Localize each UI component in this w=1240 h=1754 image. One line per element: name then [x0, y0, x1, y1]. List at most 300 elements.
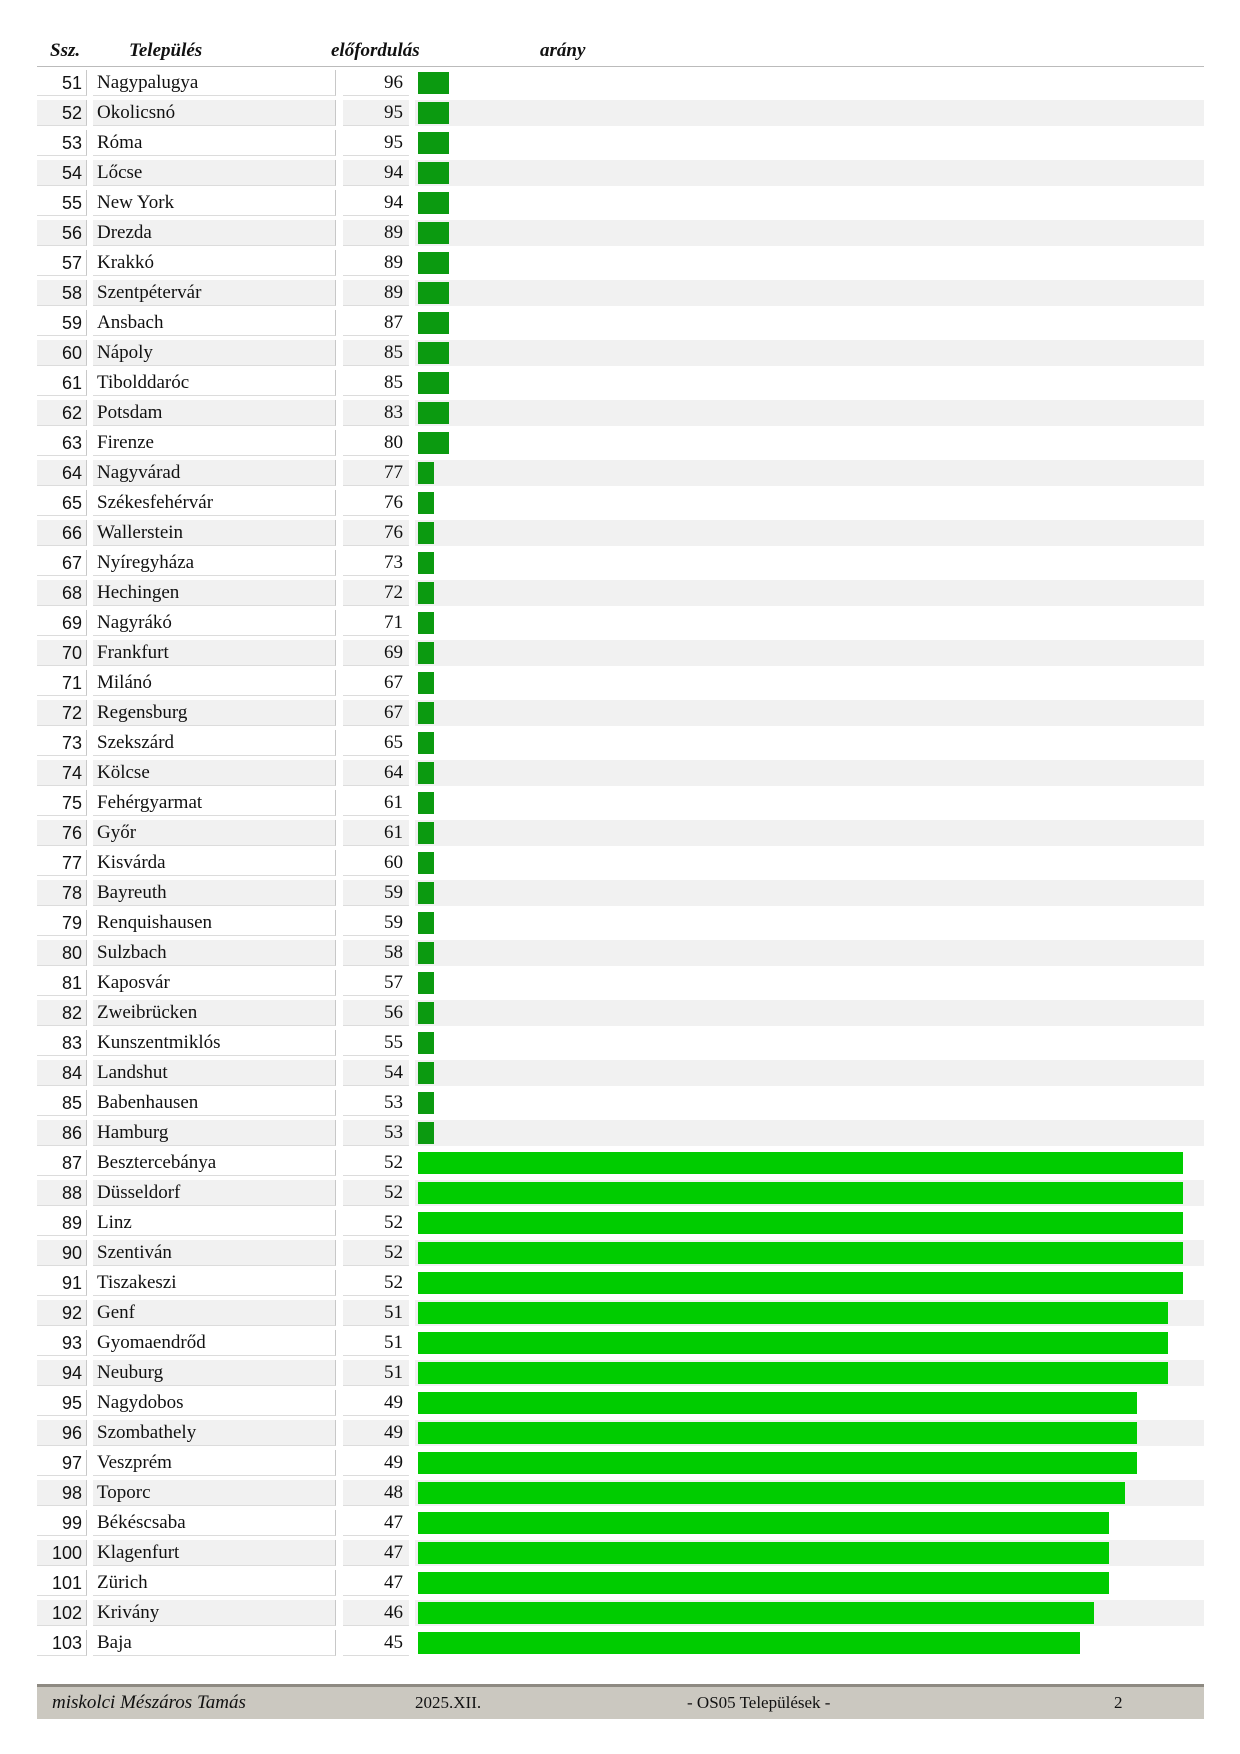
- table-row: [37, 1598, 1204, 1628]
- ratio-bar: [418, 312, 449, 334]
- ratio-bar: [418, 732, 434, 754]
- occurrence-count: 85: [343, 370, 409, 396]
- settlement-name: Hechingen: [93, 580, 336, 606]
- ratio-bar: [418, 1272, 1183, 1294]
- row-stripe: [415, 340, 1204, 366]
- table-row: [37, 248, 1204, 278]
- ratio-bar: [418, 972, 434, 994]
- ratio-bar: [418, 672, 434, 694]
- settlement-name: Firenze: [93, 430, 336, 456]
- row-number: 69: [37, 610, 87, 636]
- occurrence-count: 53: [343, 1120, 409, 1146]
- row-number: 83: [37, 1030, 87, 1056]
- table-row: [37, 1448, 1204, 1478]
- footer-page-number: 2: [1114, 1693, 1123, 1712]
- occurrence-count: 67: [343, 670, 409, 696]
- table-row: [37, 758, 1204, 788]
- settlement-name: Kisvárda: [93, 850, 336, 876]
- occurrence-count: 52: [343, 1270, 409, 1296]
- ratio-bar: [418, 1632, 1080, 1654]
- occurrence-count: 53: [343, 1090, 409, 1116]
- occurrence-count: 59: [343, 910, 409, 936]
- row-number: 74: [37, 760, 87, 786]
- row-number: 100: [37, 1540, 87, 1566]
- ratio-bar: [418, 1092, 434, 1114]
- row-stripe: [415, 550, 1204, 576]
- occurrence-count: 52: [343, 1240, 409, 1266]
- row-number: 81: [37, 970, 87, 996]
- occurrence-count: 87: [343, 310, 409, 336]
- row-number: 53: [37, 130, 87, 156]
- occurrence-count: 76: [343, 520, 409, 546]
- column-header-ssz: Ssz.: [50, 40, 81, 61]
- settlement-name: Genf: [93, 1300, 336, 1326]
- ratio-bar: [418, 282, 449, 304]
- settlement-name: Wallerstein: [93, 520, 336, 546]
- ratio-bar: [418, 912, 434, 934]
- ratio-bar: [418, 432, 449, 454]
- table-row: [37, 428, 1204, 458]
- ratio-bar: [418, 1512, 1109, 1534]
- row-stripe: [415, 370, 1204, 396]
- table-row: [37, 1088, 1204, 1118]
- table-row: [37, 308, 1204, 338]
- ratio-bar: [418, 822, 434, 844]
- table-row: [37, 908, 1204, 938]
- ratio-bar: [418, 462, 434, 484]
- row-number: 59: [37, 310, 87, 336]
- table-row: [37, 1328, 1204, 1358]
- table-row: [37, 578, 1204, 608]
- occurrence-count: 89: [343, 280, 409, 306]
- ratio-bar: [418, 402, 449, 424]
- table-row: [37, 698, 1204, 728]
- row-stripe: [415, 910, 1204, 936]
- settlement-name: Zürich: [93, 1570, 336, 1596]
- occurrence-count: 46: [343, 1600, 409, 1626]
- settlement-name: Győr: [93, 820, 336, 846]
- table-row: [37, 1628, 1204, 1658]
- occurrence-count: 54: [343, 1060, 409, 1086]
- settlement-name: Róma: [93, 130, 336, 156]
- ratio-bar: [418, 702, 434, 724]
- occurrence-count: 47: [343, 1510, 409, 1536]
- occurrence-count: 72: [343, 580, 409, 606]
- occurrence-count: 51: [343, 1330, 409, 1356]
- row-number: 92: [37, 1300, 87, 1326]
- occurrence-count: 45: [343, 1630, 409, 1656]
- occurrence-count: 60: [343, 850, 409, 876]
- row-number: 98: [37, 1480, 87, 1506]
- settlement-name: Lőcse: [93, 160, 336, 186]
- table-row: [37, 1178, 1204, 1208]
- settlement-table: [37, 68, 1204, 1658]
- settlement-name: New York: [93, 190, 336, 216]
- occurrence-count: 47: [343, 1540, 409, 1566]
- column-header-telepules: Település: [129, 40, 203, 61]
- ratio-bar: [418, 1062, 434, 1084]
- table-row: [37, 1118, 1204, 1148]
- settlement-name: Fehérgyarmat: [93, 790, 336, 816]
- occurrence-count: 94: [343, 190, 409, 216]
- row-number: 66: [37, 520, 87, 546]
- row-number: 56: [37, 220, 87, 246]
- ratio-bar: [418, 1542, 1109, 1564]
- row-number: 102: [37, 1600, 87, 1626]
- row-number: 89: [37, 1210, 87, 1236]
- settlement-name: Krivány: [93, 1600, 336, 1626]
- row-stripe: [415, 160, 1204, 186]
- settlement-name: Klagenfurt: [93, 1540, 336, 1566]
- row-stripe: [415, 940, 1204, 966]
- table-row: [37, 878, 1204, 908]
- row-stripe: [415, 190, 1204, 216]
- ratio-bar: [418, 522, 434, 544]
- row-stripe: [415, 1120, 1204, 1146]
- settlement-name: Renquishausen: [93, 910, 336, 936]
- occurrence-count: 85: [343, 340, 409, 366]
- row-stripe: [415, 310, 1204, 336]
- row-stripe: [415, 850, 1204, 876]
- row-number: 95: [37, 1390, 87, 1416]
- occurrence-count: 73: [343, 550, 409, 576]
- settlement-name: Regensburg: [93, 700, 336, 726]
- row-number: 63: [37, 430, 87, 456]
- settlement-name: Gyomaendrőd: [93, 1330, 336, 1356]
- settlement-name: Veszprém: [93, 1450, 336, 1476]
- row-number: 70: [37, 640, 87, 666]
- settlement-name: Besztercebánya: [93, 1150, 336, 1176]
- occurrence-count: 96: [343, 70, 409, 96]
- row-stripe: [415, 430, 1204, 456]
- settlement-name: Tiszakeszi: [93, 1270, 336, 1296]
- row-number: 77: [37, 850, 87, 876]
- occurrence-count: 49: [343, 1450, 409, 1476]
- row-stripe: [415, 790, 1204, 816]
- table-row: [37, 1148, 1204, 1178]
- occurrence-count: 52: [343, 1210, 409, 1236]
- table-row: [37, 638, 1204, 668]
- row-stripe: [415, 820, 1204, 846]
- ratio-bar: [418, 492, 434, 514]
- ratio-bar: [418, 102, 449, 124]
- ratio-bar: [418, 72, 449, 94]
- occurrence-count: 95: [343, 130, 409, 156]
- settlement-name: Toporc: [93, 1480, 336, 1506]
- ratio-bar: [418, 792, 434, 814]
- occurrence-count: 65: [343, 730, 409, 756]
- occurrence-count: 89: [343, 250, 409, 276]
- settlement-name: Potsdam: [93, 400, 336, 426]
- settlement-name: Babenhausen: [93, 1090, 336, 1116]
- row-number: 54: [37, 160, 87, 186]
- settlement-name: Landshut: [93, 1060, 336, 1086]
- occurrence-count: 49: [343, 1390, 409, 1416]
- settlement-name: Nyíregyháza: [93, 550, 336, 576]
- row-stripe: [415, 1030, 1204, 1056]
- settlement-name: Okolicsnó: [93, 100, 336, 126]
- ratio-bar: [418, 192, 449, 214]
- table-row: [37, 818, 1204, 848]
- occurrence-count: 58: [343, 940, 409, 966]
- row-number: 96: [37, 1420, 87, 1446]
- occurrence-count: 56: [343, 1000, 409, 1026]
- table-row: [37, 938, 1204, 968]
- row-number: 57: [37, 250, 87, 276]
- row-number: 90: [37, 1240, 87, 1266]
- ratio-bar: [418, 342, 449, 364]
- row-stripe: [415, 250, 1204, 276]
- settlement-name: Békéscsaba: [93, 1510, 336, 1536]
- row-stripe: [415, 460, 1204, 486]
- row-number: 73: [37, 730, 87, 756]
- footer-title: - OS05 Települések -: [687, 1693, 831, 1712]
- page-footer: [37, 1684, 1204, 1719]
- settlement-name: Zweibrücken: [93, 1000, 336, 1026]
- table-row: [37, 848, 1204, 878]
- occurrence-count: 49: [343, 1420, 409, 1446]
- occurrence-count: 89: [343, 220, 409, 246]
- ratio-bar: [418, 1422, 1137, 1444]
- row-number: 52: [37, 100, 87, 126]
- row-stripe: [415, 880, 1204, 906]
- settlement-name: Milánó: [93, 670, 336, 696]
- row-number: 79: [37, 910, 87, 936]
- occurrence-count: 52: [343, 1150, 409, 1176]
- table-row: [37, 1538, 1204, 1568]
- occurrence-count: 61: [343, 820, 409, 846]
- occurrence-count: 95: [343, 100, 409, 126]
- row-number: 99: [37, 1510, 87, 1536]
- row-number: 88: [37, 1180, 87, 1206]
- settlement-name: Hamburg: [93, 1120, 336, 1146]
- ratio-bar: [418, 132, 449, 154]
- row-stripe: [415, 220, 1204, 246]
- settlement-name: Szentiván: [93, 1240, 336, 1266]
- occurrence-count: 52: [343, 1180, 409, 1206]
- settlement-name: Düsseldorf: [93, 1180, 336, 1206]
- row-number: 93: [37, 1330, 87, 1356]
- row-number: 61: [37, 370, 87, 396]
- settlement-name: Sulzbach: [93, 940, 336, 966]
- ratio-bar: [418, 372, 449, 394]
- ratio-bar: [418, 882, 434, 904]
- occurrence-count: 71: [343, 610, 409, 636]
- occurrence-count: 94: [343, 160, 409, 186]
- table-row: [37, 518, 1204, 548]
- settlement-name: Baja: [93, 1630, 336, 1656]
- settlement-name: Frankfurt: [93, 640, 336, 666]
- table-row: [37, 1418, 1204, 1448]
- row-stripe: [415, 400, 1204, 426]
- settlement-name: Nagypalugya: [93, 70, 336, 96]
- occurrence-count: 69: [343, 640, 409, 666]
- header-divider: [37, 66, 1204, 67]
- row-number: 67: [37, 550, 87, 576]
- column-header-arany: arány: [540, 40, 586, 61]
- occurrence-count: 83: [343, 400, 409, 426]
- row-stripe: [415, 280, 1204, 306]
- row-number: 103: [37, 1630, 87, 1656]
- row-number: 75: [37, 790, 87, 816]
- table-row: [37, 1208, 1204, 1238]
- row-number: 64: [37, 460, 87, 486]
- ratio-bar: [418, 252, 449, 274]
- occurrence-count: 51: [343, 1300, 409, 1326]
- table-row: [37, 1388, 1204, 1418]
- row-number: 76: [37, 820, 87, 846]
- settlement-name: Székesfehérvár: [93, 490, 336, 516]
- table-row: [37, 338, 1204, 368]
- table-row: [37, 1478, 1204, 1508]
- ratio-bar: [418, 642, 434, 664]
- ratio-bar: [418, 1212, 1183, 1234]
- settlement-name: Kaposvár: [93, 970, 336, 996]
- row-stripe: [415, 730, 1204, 756]
- ratio-bar: [418, 612, 434, 634]
- row-stripe: [415, 520, 1204, 546]
- row-number: 58: [37, 280, 87, 306]
- table-row: [37, 68, 1204, 98]
- footer-date: 2025.XII.: [415, 1693, 482, 1712]
- settlement-name: Nápoly: [93, 340, 336, 366]
- row-number: 84: [37, 1060, 87, 1086]
- ratio-bar: [418, 582, 434, 604]
- row-stripe: [415, 970, 1204, 996]
- table-row: [37, 488, 1204, 518]
- row-stripe: [415, 100, 1204, 126]
- column-header-elofordulas: előfordulás: [331, 40, 420, 61]
- row-number: 97: [37, 1450, 87, 1476]
- table-row: [37, 728, 1204, 758]
- occurrence-count: 51: [343, 1360, 409, 1386]
- settlement-name: Ansbach: [93, 310, 336, 336]
- row-number: 91: [37, 1270, 87, 1296]
- ratio-bar: [418, 1602, 1094, 1624]
- table-row: [37, 1268, 1204, 1298]
- occurrence-count: 76: [343, 490, 409, 516]
- occurrence-count: 57: [343, 970, 409, 996]
- row-number: 72: [37, 700, 87, 726]
- row-number: 85: [37, 1090, 87, 1116]
- table-row: [37, 788, 1204, 818]
- occurrence-count: 47: [343, 1570, 409, 1596]
- row-number: 65: [37, 490, 87, 516]
- ratio-bar: [418, 1452, 1137, 1474]
- table-row: [37, 548, 1204, 578]
- row-stripe: [415, 1090, 1204, 1116]
- row-number: 71: [37, 670, 87, 696]
- row-stripe: [415, 580, 1204, 606]
- table-row: [37, 1298, 1204, 1328]
- occurrence-count: 55: [343, 1030, 409, 1056]
- row-number: 87: [37, 1150, 87, 1176]
- settlement-name: Krakkó: [93, 250, 336, 276]
- row-stripe: [415, 130, 1204, 156]
- ratio-bar: [418, 1122, 434, 1144]
- ratio-bar: [418, 852, 434, 874]
- row-number: 62: [37, 400, 87, 426]
- settlement-name: Tibolddaróc: [93, 370, 336, 396]
- row-number: 68: [37, 580, 87, 606]
- settlement-name: Kunszentmiklós: [93, 1030, 336, 1056]
- ratio-bar: [418, 552, 434, 574]
- table-row: [37, 98, 1204, 128]
- settlement-name: Nagyrákó: [93, 610, 336, 636]
- occurrence-count: 48: [343, 1480, 409, 1506]
- ratio-bar: [418, 1482, 1125, 1504]
- occurrence-count: 59: [343, 880, 409, 906]
- ratio-bar: [418, 1362, 1168, 1384]
- row-stripe: [415, 700, 1204, 726]
- table-row: [37, 1238, 1204, 1268]
- ratio-bar: [418, 222, 449, 244]
- row-number: 86: [37, 1120, 87, 1146]
- row-stripe: [415, 670, 1204, 696]
- ratio-bar: [418, 942, 434, 964]
- occurrence-count: 80: [343, 430, 409, 456]
- ratio-bar: [418, 1572, 1109, 1594]
- occurrence-count: 64: [343, 760, 409, 786]
- ratio-bar: [418, 1032, 434, 1054]
- table-row: [37, 1028, 1204, 1058]
- table-row: [37, 188, 1204, 218]
- table-row: [37, 1058, 1204, 1088]
- settlement-name: Bayreuth: [93, 880, 336, 906]
- table-row: [37, 368, 1204, 398]
- settlement-name: Nagydobos: [93, 1390, 336, 1416]
- table-row: [37, 158, 1204, 188]
- settlement-name: Nagyvárad: [93, 460, 336, 486]
- settlement-name: Szentpétervár: [93, 280, 336, 306]
- table-row: [37, 128, 1204, 158]
- settlement-name: Szombathely: [93, 1420, 336, 1446]
- table-row: [37, 608, 1204, 638]
- row-stripe: [415, 1000, 1204, 1026]
- row-stripe: [415, 760, 1204, 786]
- row-number: 82: [37, 1000, 87, 1026]
- settlement-name: Szekszárd: [93, 730, 336, 756]
- ratio-bar: [418, 1242, 1183, 1264]
- table-row: [37, 458, 1204, 488]
- table-row: [37, 278, 1204, 308]
- ratio-bar: [418, 1152, 1183, 1174]
- row-number: 94: [37, 1360, 87, 1386]
- table-row: [37, 1568, 1204, 1598]
- ratio-bar: [418, 762, 434, 784]
- table-row: [37, 1358, 1204, 1388]
- ratio-bar: [418, 1002, 434, 1024]
- ratio-bar: [418, 1302, 1168, 1324]
- footer-author: miskolci Mészáros Tamás: [52, 1692, 246, 1713]
- row-stripe: [415, 70, 1204, 96]
- occurrence-count: 77: [343, 460, 409, 486]
- table-row: [37, 998, 1204, 1028]
- row-number: 60: [37, 340, 87, 366]
- settlement-name: Drezda: [93, 220, 336, 246]
- table-row: [37, 398, 1204, 428]
- settlement-name: Kölcse: [93, 760, 336, 786]
- row-number: 55: [37, 190, 87, 216]
- ratio-bar: [418, 162, 449, 184]
- row-stripe: [415, 640, 1204, 666]
- row-number: 80: [37, 940, 87, 966]
- table-row: [37, 968, 1204, 998]
- row-stripe: [415, 490, 1204, 516]
- ratio-bar: [418, 1392, 1137, 1414]
- row-number: 51: [37, 70, 87, 96]
- ratio-bar: [418, 1182, 1183, 1204]
